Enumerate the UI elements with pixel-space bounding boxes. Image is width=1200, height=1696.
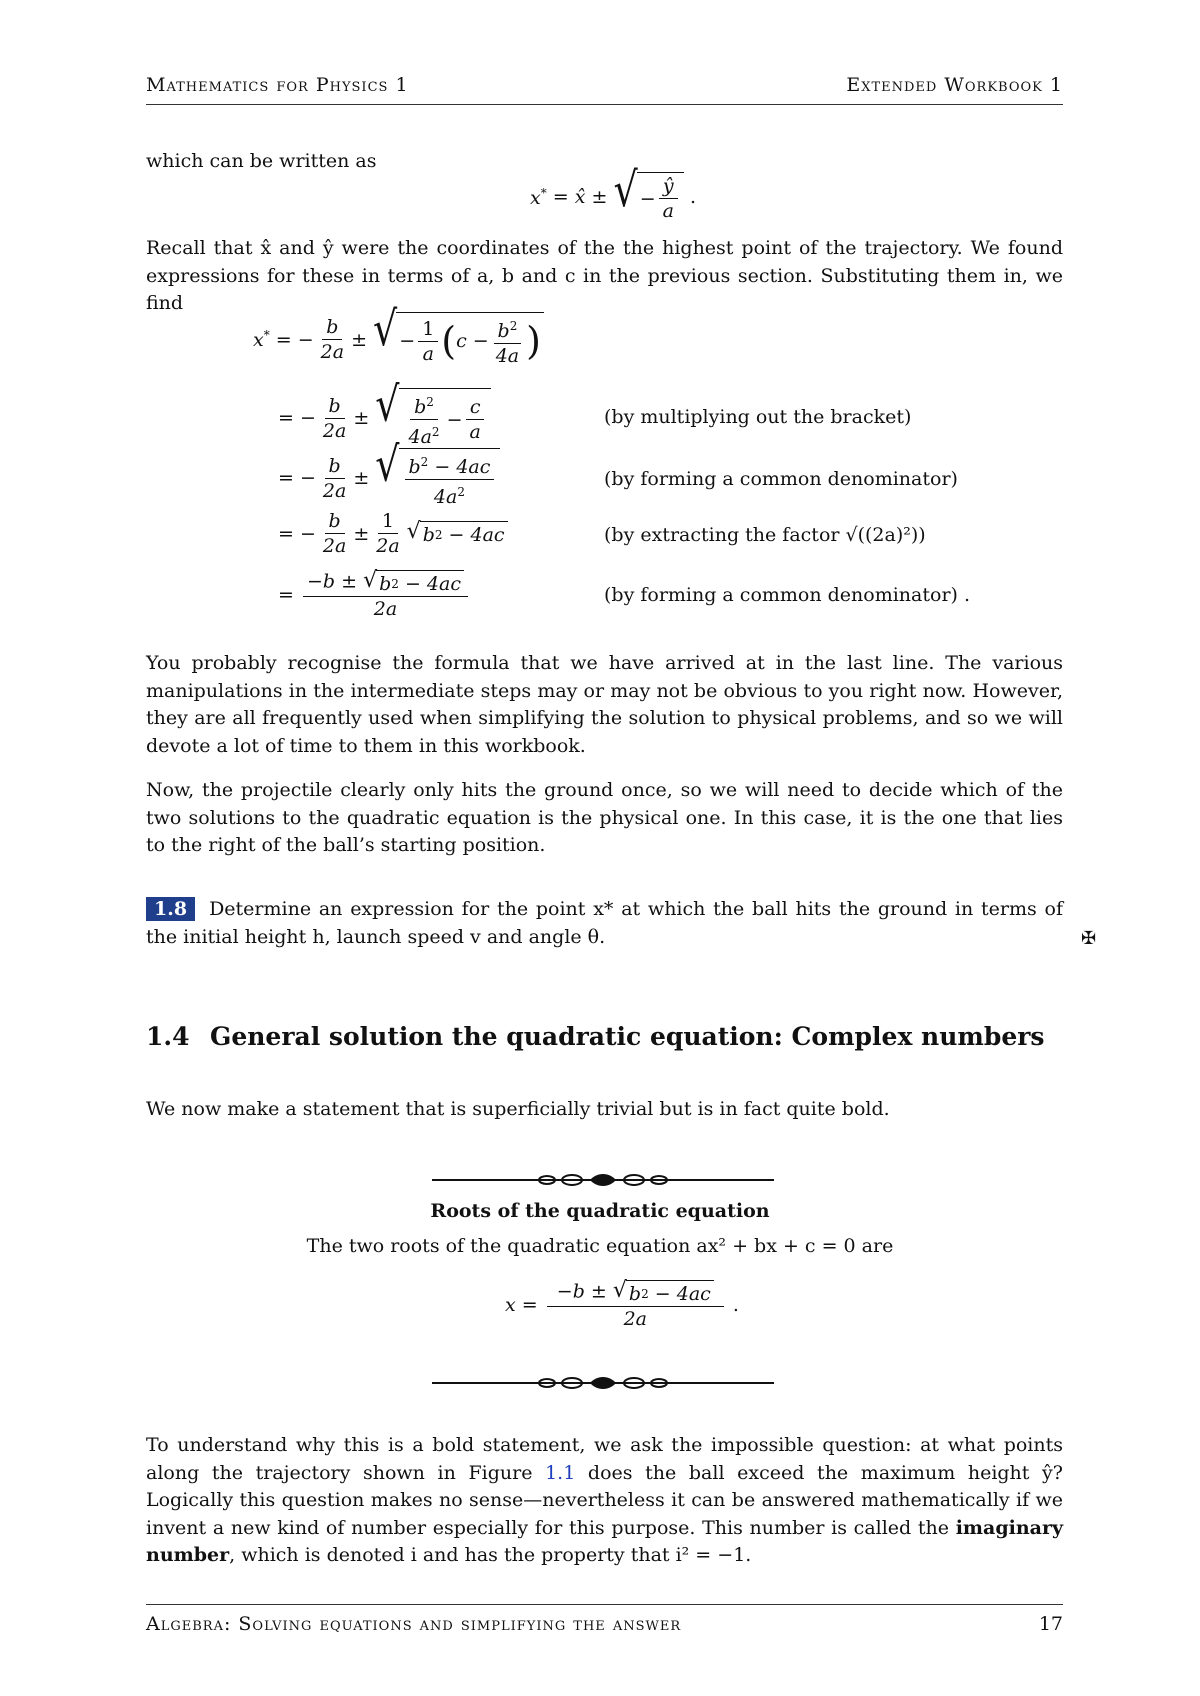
paragraph-imaginary-part3: , which is denoted i and has the property that i² = −1. <box>229 1544 752 1566</box>
header-workbook-title: Extended Workbook 1 <box>846 74 1063 96</box>
footer-chapter-title: Algebra: Solving equations and simplifying the answer <box>146 1613 682 1635</box>
ornament-top-icon <box>432 1172 774 1188</box>
paragraph-imaginary-part2: does the ball exceed the maximum height ŷ? Logically this question makes no sense—nevertheless it can be answered mathematically if we invent a new kind of number especially for this purpose. This number is called the <box>146 1461 1063 1539</box>
intro-text: which can be written as <box>146 150 377 172</box>
question-1-8 <box>146 896 1063 951</box>
paragraph-projectile: Now, the projectile clearly only hits the ground once, so we will need to decide which of the two solutions to the quadratic equation is the physical one. In this case, it is the one that lies to the right of the ball’s starting position. <box>146 779 1063 856</box>
section-number: 1.4 <box>146 1022 190 1051</box>
header-book-title: Mathematics for Physics 1 <box>146 74 409 96</box>
paragraph-recognise: You probably recognise the formula that we have arrived at in the last line. The various manipulations in the intermediate steps may or may not be obvious to you right now. However, they are all frequently used when simplifying the solution to physical problems, and so we will devote a lot of time to them in this workbook. <box>146 652 1063 757</box>
page-footer <box>146 1604 1063 1645</box>
question-number-badge: 1.8 <box>146 897 195 921</box>
box-title: Roots of the quadratic equation <box>430 1200 770 1222</box>
term-imaginary-number: imaginary number <box>146 1516 1063 1566</box>
quadratic-formula: x = −b ± √ b 2 − 4ac 2a . <box>505 1278 739 1330</box>
equation-x-star-hat: x* = x̂ ± √ − $\frac{ŷ}{a}$ . <box>530 162 697 222</box>
derivation-line-3: = − $\frac{b}{2a}$ ± √ $\frac{b^2 - 4ac}{4a^2}$ <box>278 448 500 508</box>
note-common-denominator-2: (by forming a common denominator) . <box>604 584 971 606</box>
ornament-bottom-icon <box>432 1375 774 1391</box>
paragraph-statement: We now make a statement that is superficially trivial but is in fact quite bold. <box>146 1098 890 1120</box>
page-header <box>146 74 1063 105</box>
note-extracting-factor: (by extracting the factor √((2a)²)) <box>604 524 926 546</box>
note-multiplying-out: (by multiplying out the bracket) <box>604 406 912 428</box>
figure-reference-link[interactable]: 1.1 <box>545 1461 576 1484</box>
paragraph-recall: Recall that x̂ and ŷ were the coordinates of the the highest point of the trajectory. We found expressions for these in terms of a, b and c in the previous section. Substituting them in, we find <box>146 237 1063 314</box>
paragraph-imaginary <box>146 1432 1063 1570</box>
section-heading <box>146 1022 1045 1051</box>
paragraph-imaginary-part1: To understand why this is a bold statement, we ask the impossible question: at what points along the trajectory shown in Figure <box>146 1434 1063 1484</box>
derivation-line-4: = − $\frac{b}{2a}$ ± $\frac{1}{2a}$ √ b 2 − 4ac <box>278 510 508 557</box>
page-number: 17 <box>1038 1613 1063 1635</box>
box-text: The two roots of the quadratic equation ax² + bx + c = 0 are <box>306 1235 894 1257</box>
section-title: General solution the quadratic equation: Complex numbers <box>210 1022 1045 1051</box>
derivation-line-5: = −b ± √ b 2 − 4ac 2a <box>278 570 471 620</box>
question-cross-icon: ✠ <box>1081 928 1097 949</box>
derivation-line-1: x* = − $\frac{b}{2a}$ ± √ − $\frac{1}{a}$ ( c − $\frac{b^2}{4a}$ ) <box>253 312 544 367</box>
derivation-line-2: = − $\frac{b}{2a}$ ± √ $\frac{b^2}{4a^2}$ − $\frac{c}{a}$ <box>278 388 491 448</box>
note-common-denominator-1: (by forming a common denominator) <box>604 468 958 490</box>
question-text: Determine an expression for the point x* at which the ball hits the ground in terms of the initial height h, launch speed v and angle θ. <box>146 898 1063 948</box>
